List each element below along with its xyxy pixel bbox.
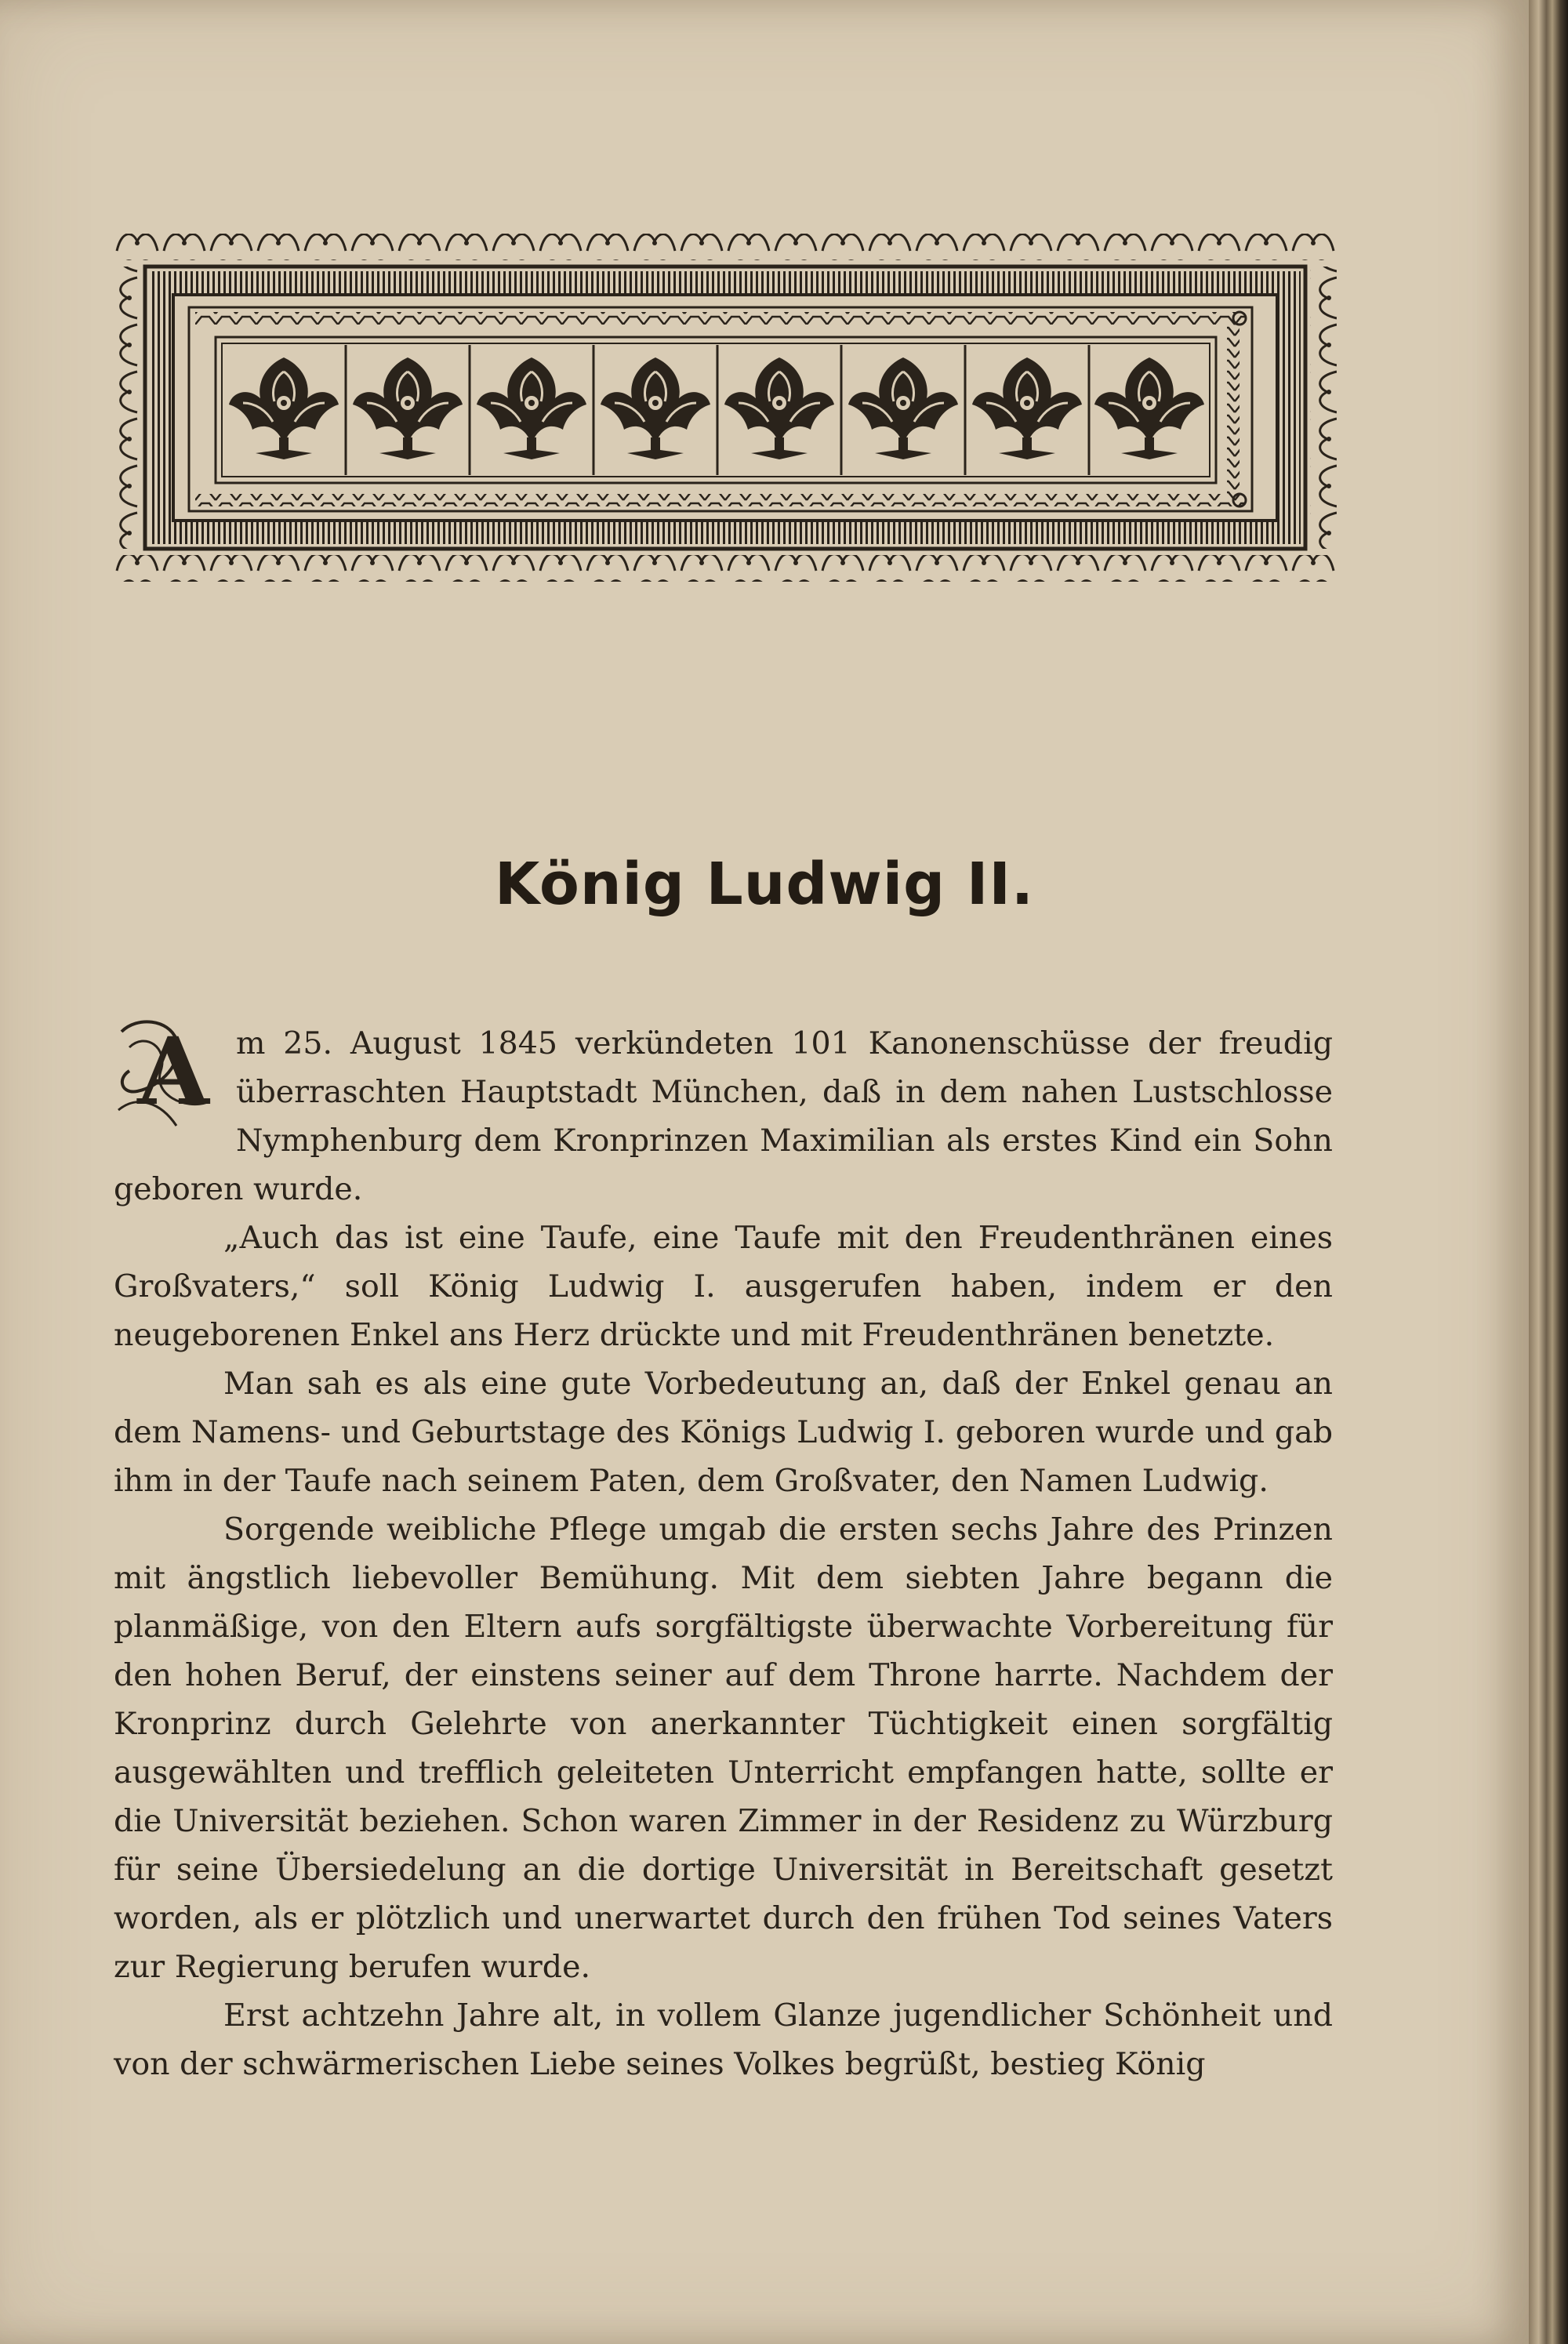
paragraph: „Auch das ist eine Taufe, eine Taufe mit den Freudenthränen eines Großvaters,“ soll König Ludwig I. ausgerufen haben, indem er den neugeborenen Enkel ans Herz drückte und mit Freudenthränen benetzte. [114, 1220, 1333, 1353]
paragraph: Man sah es als eine gute Vorbedeutung an, daß der Enkel genau an dem Namens- und Geburtstage des Königs Ludwig I. geboren wurde und gab ihm in der Taufe nach seinem Paten, dem Großvater, den Namen Ludwig. [114, 1366, 1333, 1499]
paragraph: Erst achtzehn Jahre alt, in vollem Glanze jugendlicher Schönheit und von der schwärmerischen Liebe seines Volkes begrüßt, bestieg König [114, 1997, 1333, 2082]
body-text [114, 1019, 1333, 2088]
ornamental-header-border [114, 227, 1337, 588]
book-page-edge [1529, 0, 1568, 2344]
paragraph-text: m 25. August 1845 verkündeten 101 Kanonenschüsse der freudig überraschten Hauptstadt München, daß in dem nahen Lustschlosse Nymphenburg dem Kronprinzen Maximilian als erstes Kind ein Sohn geboren wurde. [114, 1025, 1333, 1207]
paragraph: Sorgende weibliche Pflege umgab die ersten sechs Jahre des Prinzen mit ängstlich liebevoller Bemühung. Mit dem siebten Jahre begann die planmäßige, von den Eltern aufs sorgfältigste überwachte Vorbereitung für den hohen Beruf, der einstens seiner auf dem Throne harrte. Nachdem der Kronprinz durch Gelehrte von anerkannter Tüchtigkeit einen sorgfältig ausgewählten und trefflich geleiteten Unterricht empfangen hatte, sollte er die Universität beziehen. Schon waren Zimmer in der Residenz zu Würzburg für seine Übersiedelung an die dortige Universität in Bereitschaft gesetzt worden, als er plötzlich und unerwartet durch den frühen Tod seines Vaters zur Regierung berufen wurde. [114, 1511, 1333, 1985]
drop-cap-initial [114, 1016, 223, 1134]
drop-cap-letter: A [137, 1017, 209, 1126]
paragraph [114, 1019, 1333, 1214]
chapter-title: König Ludwig II. [494, 851, 1035, 918]
